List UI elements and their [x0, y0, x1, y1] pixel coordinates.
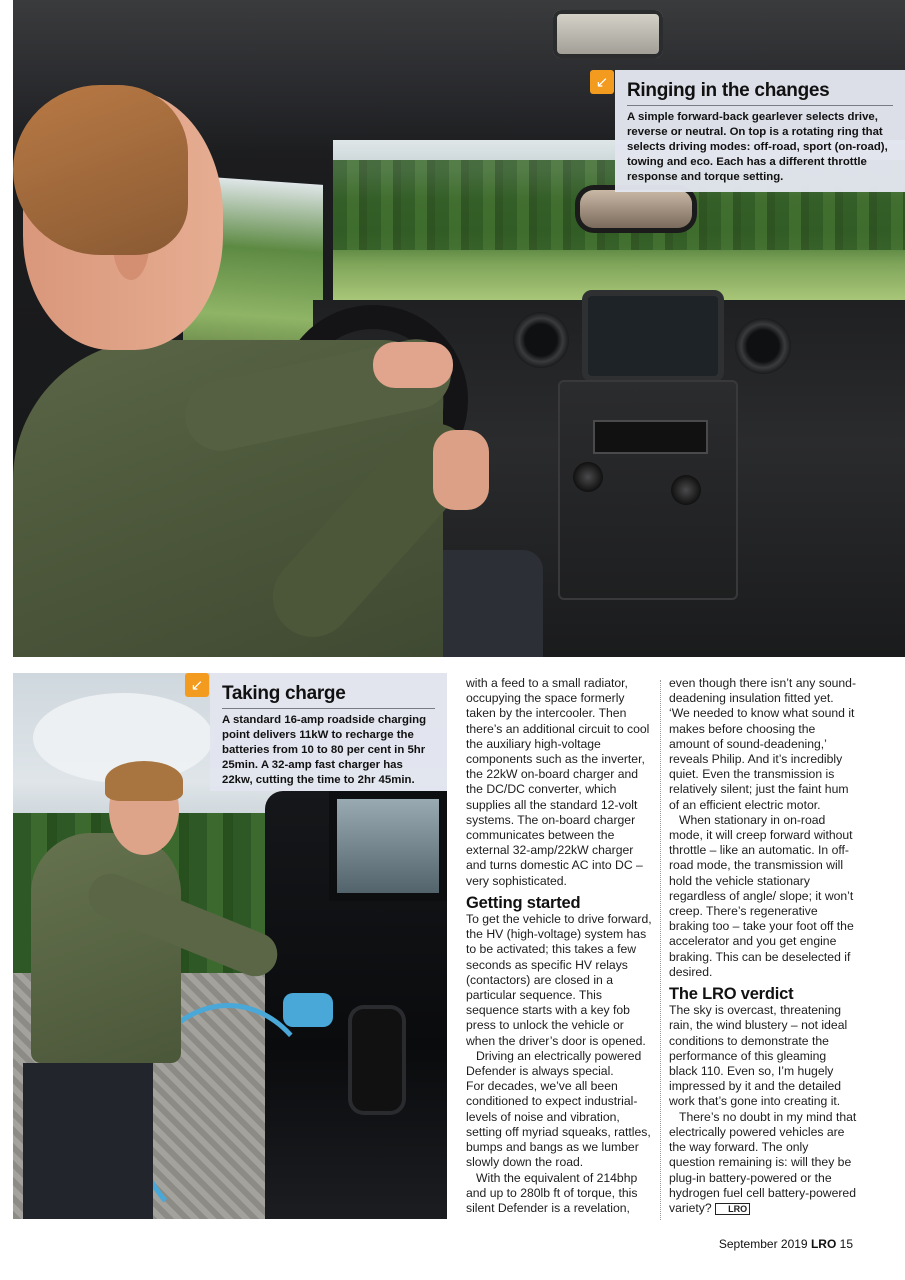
infotainment-screen [588, 296, 718, 376]
text-column-2 [669, 676, 857, 1216]
driver [13, 70, 453, 657]
paragraph: Driving an electrically powered Defender is always special. [466, 1048, 642, 1079]
heater-knob-left [573, 462, 603, 492]
issue-date: September 2019 [718, 1237, 808, 1251]
column-divider [660, 680, 661, 1220]
paragraph: When stationary in on-road mode, it will creep forward without throttle – like an automatic. In off-road mode, the transmission will hold the vehicle stationary regardless of angle/ slope; it won’t creep. There’s regenerative braking too – take your foot off the accelerator and you get engine braking. This can be deselected if desired. [669, 812, 854, 979]
end-mark: LRO [715, 1203, 750, 1215]
paragraph: For decades, we’ve all been conditioned to expect industrial-levels of noise and vibration, setting off myriad squeaks, rattles, bumps and bangs as we lumber slowly down the road. [466, 1079, 651, 1170]
paragraph-final [669, 1110, 857, 1216]
interior-lamp [553, 10, 663, 58]
paragraph: With the equivalent of 214bhp and up to 280lb ft of torque, this silent Defender is a revelation, [466, 1170, 638, 1215]
page-footer [719, 1237, 853, 1251]
paragraph: with a feed to a small radiator, occupying the space formerly taken by the intercooler. Then there’s an additional circuit to cool the auxiliary high-voltage components such as the inverter, the 22kW on-board charger and the DC/DC converter, which supplies all the standard 12-volt systems. The on-board charger communicates between the external 32-amp/22kW charger and turns domestic AC into DC – very sophisticated. [466, 676, 650, 888]
page-number: 15 [839, 1237, 853, 1251]
caption-text: A simple forward-back gearlever selects drive, reverse or neutral. On top is a rotating ring that selects driving modes: off-road, sport (on-road), towing and eco. Each has a different throttle response and torque setting. [627, 111, 888, 183]
arrow-down-left-icon: ↙ [185, 673, 209, 697]
subheading-getting-started: Getting started [466, 893, 581, 912]
defender-window [329, 791, 447, 901]
man-hair [105, 761, 183, 801]
paragraph-text: There’s no doubt in my mind that electrically powered vehicles are the way forward. The only question remaining is: will they be plug-in battery-powered or the hydrogen fuel cell battery-powered variety? [669, 1109, 857, 1215]
charging-port [348, 1005, 406, 1115]
driver-hand-right [433, 430, 489, 510]
air-vent-left [513, 312, 569, 368]
paragraph: even though there isn’t any sound-deadening insulation fitted yet. ‘We needed to know what sound it makes before choosing the amount of sound-deadening,’ reveals Philip. And it’s incredibly quiet. Even the transmission is relatively silent; just the faint hum of an efficient electric motor. [669, 676, 857, 812]
rear-view-mirror [580, 190, 692, 228]
text-column-1 [466, 676, 652, 1216]
paragraph: The sky is overcast, threatening rain, the wind blustery – not ideal conditions to demonstrate the performance of this gleaming black 110. Even so, I’m hugely impressed by it and the detailed work that’s gone into creating it. [669, 1003, 848, 1109]
driver-hand-top [373, 342, 453, 388]
arrow-down-left-icon: ↙ [590, 70, 614, 94]
caption-title: Ringing in the changes [627, 80, 893, 106]
caption-title: Taking charge [222, 683, 435, 709]
heater-knob-right [671, 475, 701, 505]
brand-logo: LRO [810, 1237, 837, 1251]
caption-taking-charge [210, 673, 447, 791]
driver-hair [13, 85, 188, 255]
subheading-lro-verdict: The LRO verdict [669, 985, 794, 1004]
caption-ringing [615, 70, 905, 192]
radio-unit [593, 420, 708, 454]
caption-text: A standard 16-amp roadside charging point delivers 11kW to recharge the batteries from 10 to 80 per cent in 5hr 25min. A 32-amp fast charger has 22kw, cutting the time to 2hr 45min. [222, 714, 427, 786]
air-vent-right [735, 318, 791, 374]
man-jeans [23, 1063, 153, 1219]
paragraph: To get the vehicle to drive forward, the HV (high-voltage) system has to be activated; this takes a few seconds as specific HV relays (contactors) are closed in a particular sequence. This sequence starts with a key fob press to unlock the vehicle or when the driver’s door is opened. [466, 912, 652, 1048]
man-shirt [31, 833, 181, 1063]
